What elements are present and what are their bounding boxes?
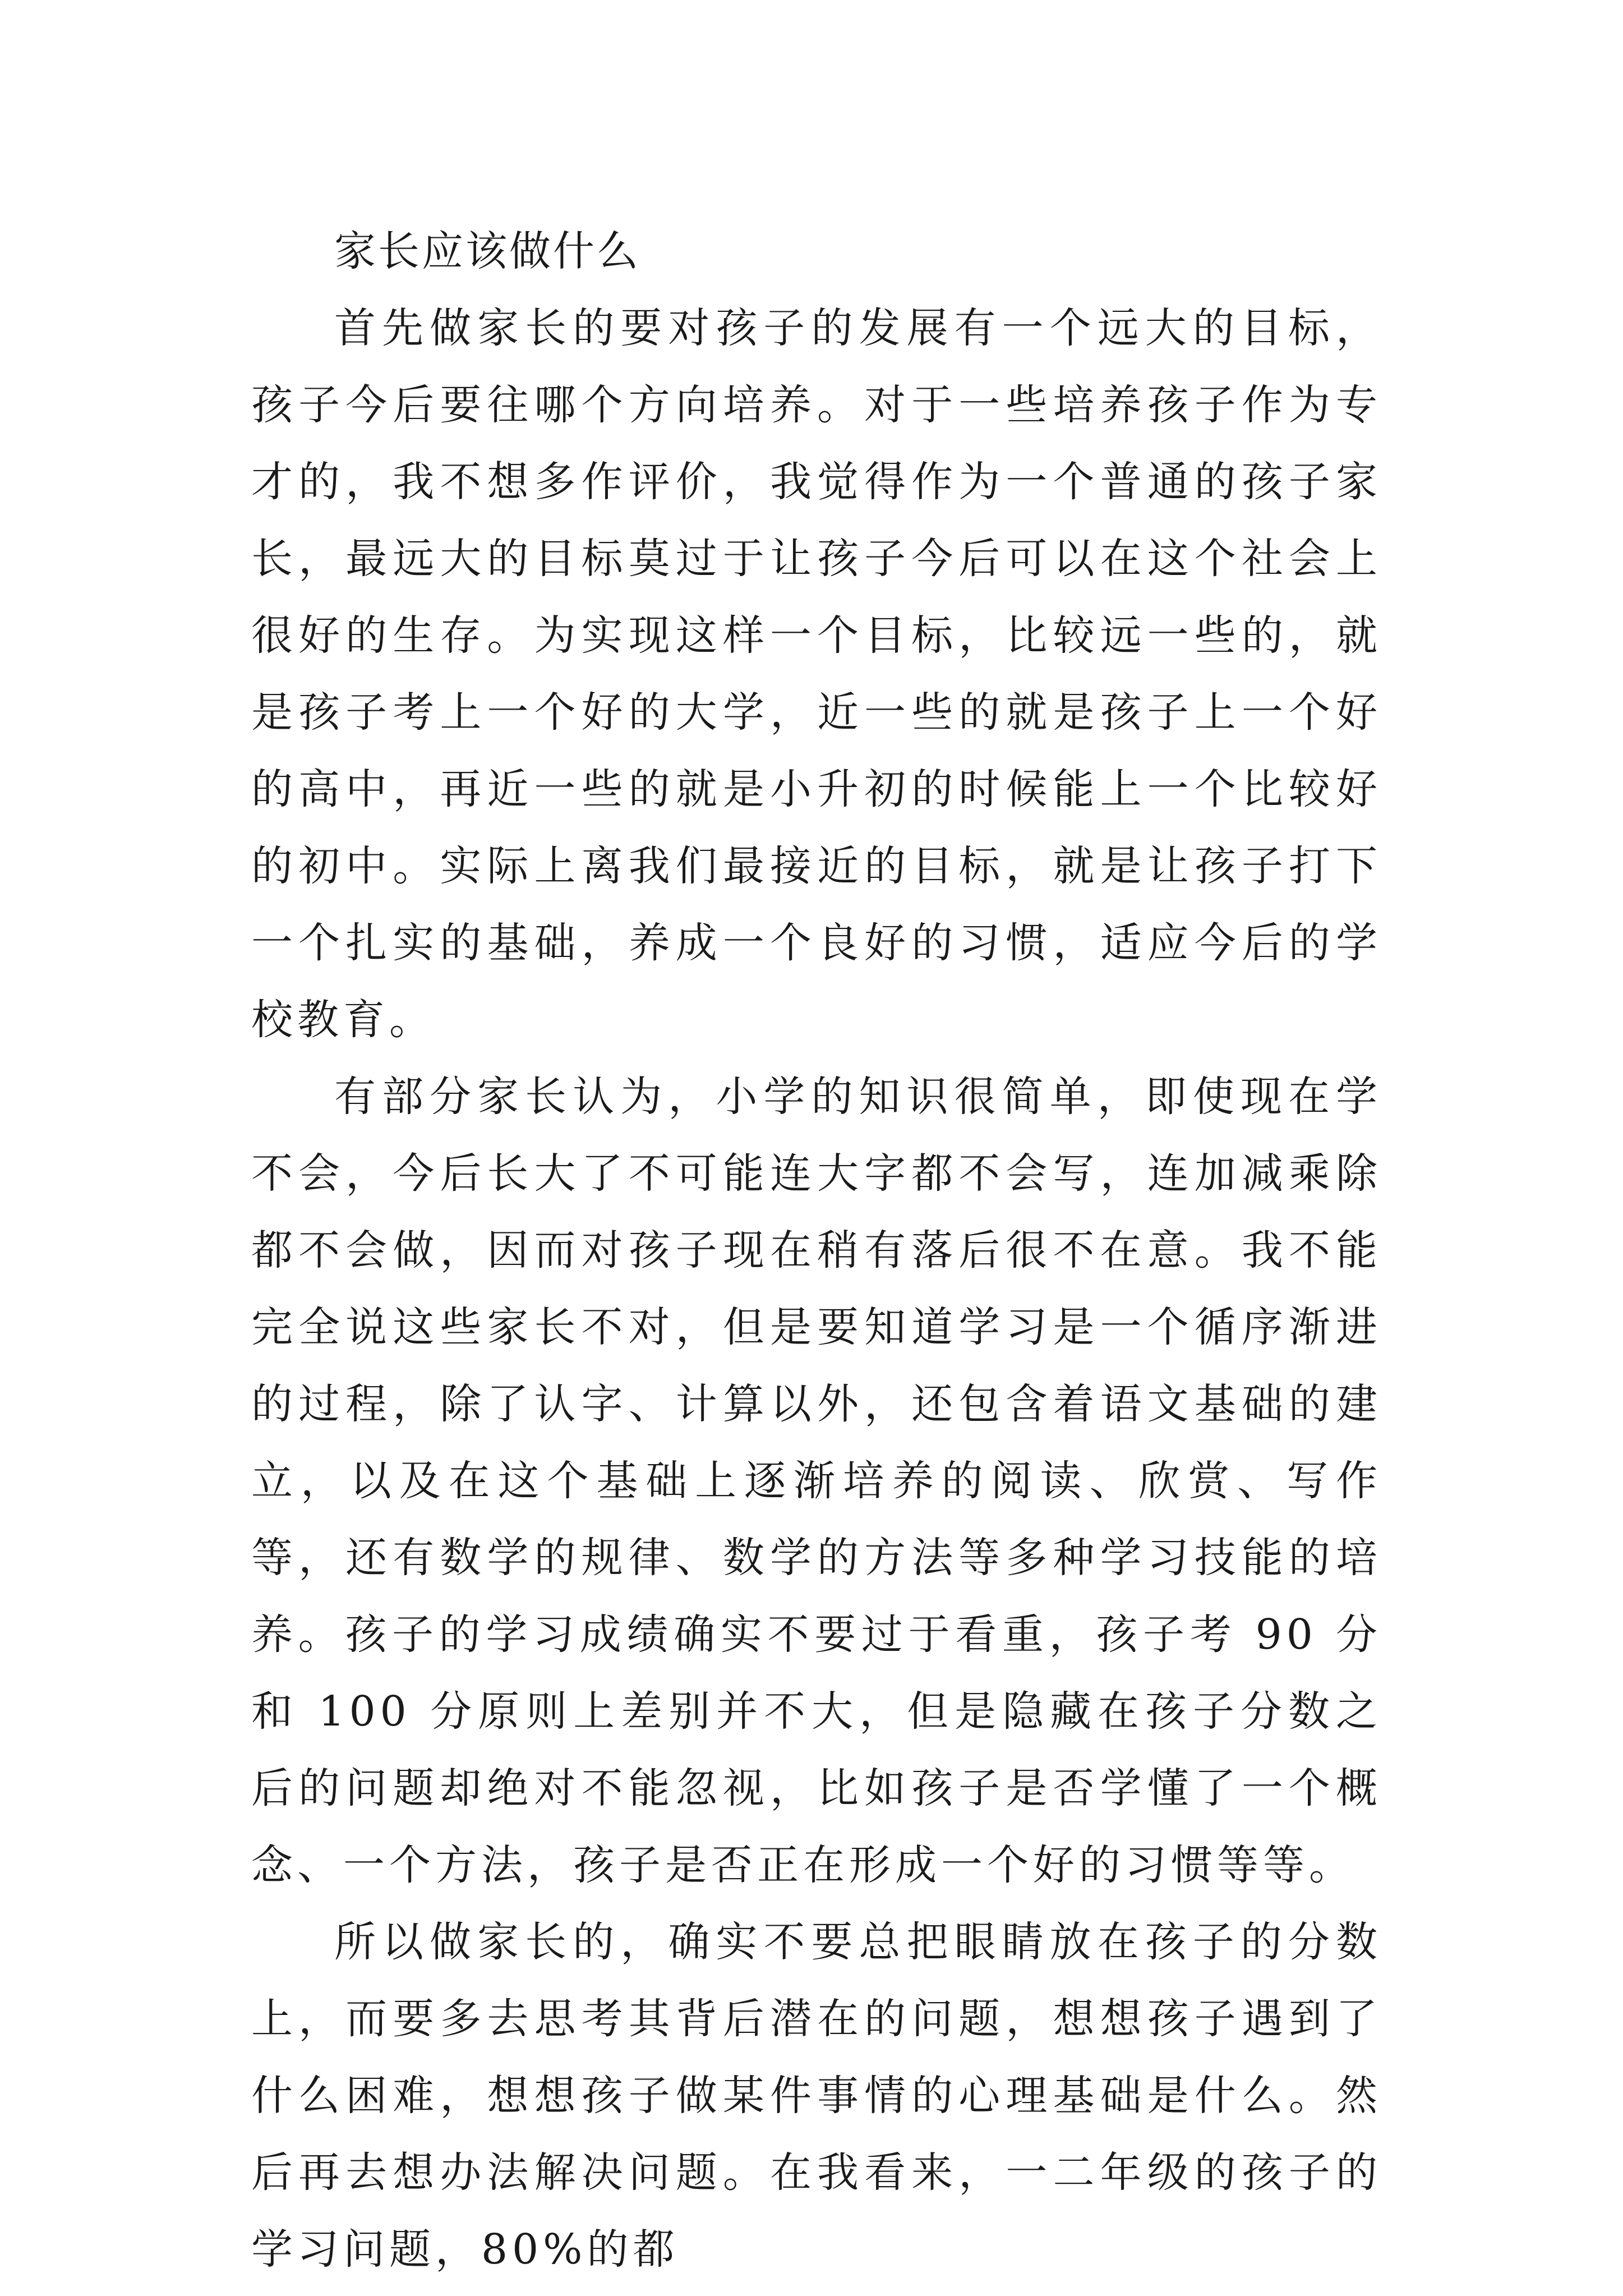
document-body	[251, 213, 1382, 2288]
paragraph-1: 首先做家长的要对孩子的发展有一个远大的目标，孩子今后要往哪个方向培养。对于一些培养孩子作为专才的，我不想多作评价，我觉得作为一个普通的孩子家长，最远大的目标莫过于让孩子今后可以在这个社会上很好的生存。为实现这样一个目标，比较远一些的，就是孩子考上一个好的大学，近一些的就是孩子上一个好的高中，再近一些的就是小升初的时候能上一个比较好的初中。实际上离我们最接近的目标，就是让孩子打下一个扎实的基础，养成一个良好的习惯，适应今后的学校教育。	[251, 304, 1382, 1044]
paragraph-2: 有部分家长认为，小学的知识很简单，即使现在学不会，今后长大了不可能连大字都不会写，连加减乘除都不会做，因而对孩子现在稍有落后很不在意。我不能完全说这些家长不对，但是要知道学习是一个循序渐进的过程，除了认字、计算以外，还包含着语文基础的建立，以及在这个基础上逐渐培养的阅读、欣赏、写作等，还有数学的规律、数学的方法等多种学习技能的培养。孩子的学习成绩确实不要过于看重，孩子考 90 分和 100 分原则上差别并不大，但是隐藏在孩子分数之后的问题却绝对不能忽视，比如孩子是否学懂了一个概念、一个方法，孩子是否正在形成一个好的习惯等等。	[251, 1073, 1382, 1889]
paragraph-3: 所以做家长的，确实不要总把眼睛放在孩子的分数上，而要多去思考其背后潜在的问题，想想孩子遇到了什么困难，想想孩子做某件事情的心理基础是什么。然后再去想办法解决问题。在我看来，一二年级的孩子的学习问题，80%的都	[251, 1918, 1382, 2274]
document-title: 家长应该做什么	[334, 227, 640, 275]
